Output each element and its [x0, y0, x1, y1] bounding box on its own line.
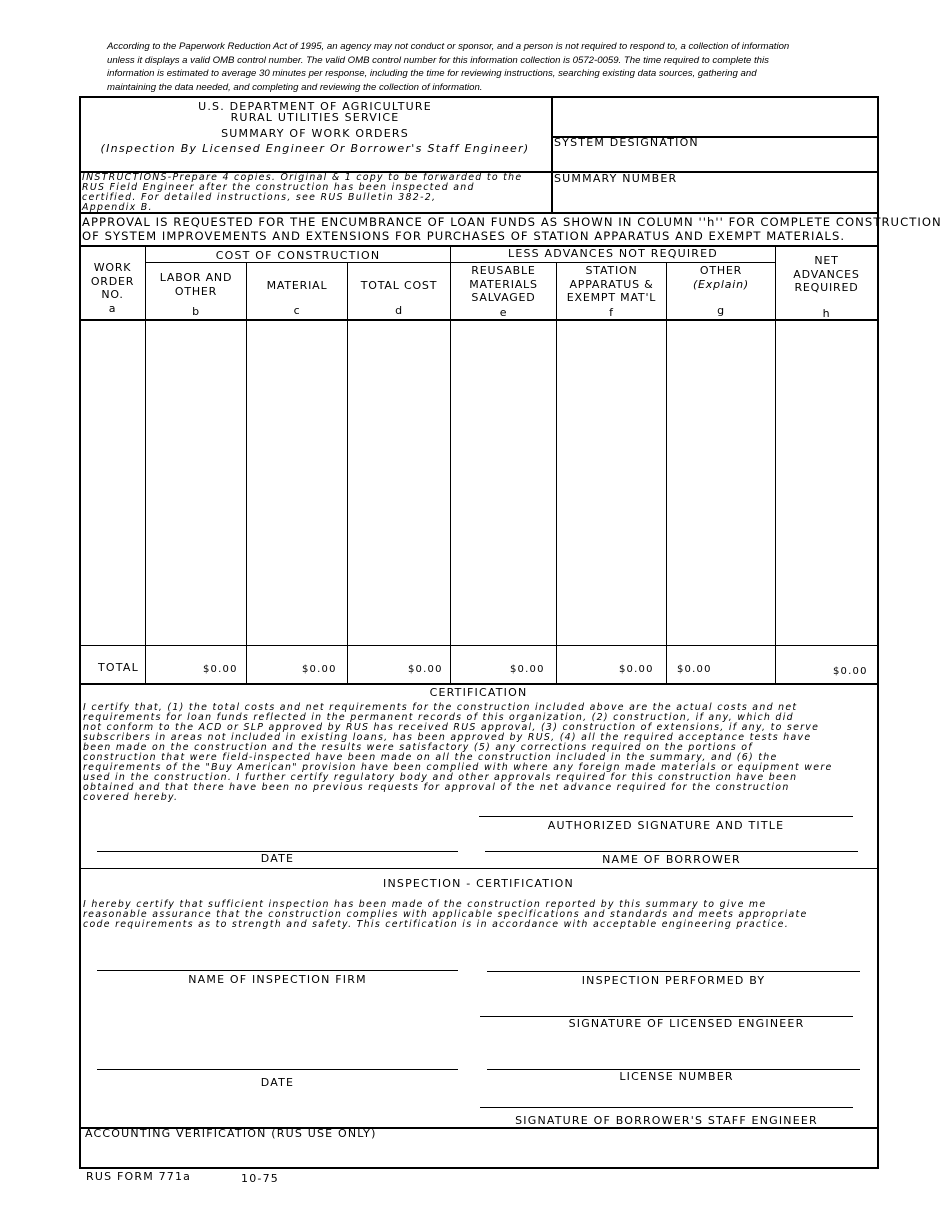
total-station-apparatus: $0.00: [619, 664, 654, 675]
col-heading-line: APPARATUS &: [569, 277, 654, 291]
certification-date-label: DATE: [260, 852, 295, 865]
col-heading-line: LABOR AND: [159, 271, 233, 284]
col-b-heading: [146, 271, 246, 298]
certification-title: CERTIFICATION: [429, 686, 528, 699]
total-other: $0.00: [677, 664, 712, 675]
summary-number-field[interactable]: [554, 172, 874, 210]
form-date: 10-75: [241, 1172, 279, 1185]
col-heading-line: MATERIALS: [469, 277, 538, 291]
notice-line: information is estimated to average 30 minutes per response, including the time for reviewing instructions, searching existing data sources, gathering and: [107, 68, 757, 79]
col-e-heading: [451, 264, 556, 305]
col-heading-line: WORK: [93, 261, 132, 274]
inspection-line: I hereby certify that sufficient inspection has been made of the construction reported by this summary to give me: [83, 899, 767, 910]
col-d-heading: [348, 279, 450, 293]
col-heading-line: MATERIAL: [266, 279, 328, 292]
col-heading-line: ORDER: [90, 274, 135, 288]
staff-engineer-signature-line[interactable]: [480, 1107, 853, 1108]
paperwork-notice: [107, 40, 827, 94]
total-rule: [79, 645, 879, 646]
inspection-date-label: DATE: [260, 1076, 295, 1089]
col-b-letter: b: [192, 305, 200, 318]
col-heading-line: ADVANCES: [793, 267, 860, 281]
certification-line: obtained and that there have been no previous requests for approval of the net advance required for the construction: [83, 782, 790, 793]
col-f-heading: [557, 264, 666, 305]
approval-line: APPROVAL IS REQUESTED FOR THE ENCUMBRANCE OF LOAN FUNDS AS SHOWN IN COLUMN ''h'' FOR COMPLETE CONSTRUCTION: [82, 215, 942, 229]
col-e-letter: e: [499, 306, 508, 319]
section-rule: [79, 868, 879, 869]
authorized-signature-line[interactable]: [479, 816, 853, 817]
frame-bottom: [79, 1167, 879, 1169]
inspection-line: code requirements as to strength and safety. This certification is in accordance with acceptable engineering practice.: [83, 919, 790, 930]
instructions-line: INSTRUCTIONS-Prepare 4 copies. Original & 1 copy to be forwarded to the: [82, 172, 523, 183]
total-labor-other: $0.00: [203, 664, 238, 675]
col-heading-line: NO.: [101, 288, 124, 301]
col-g-heading: [667, 264, 775, 291]
col-h-heading: [776, 254, 877, 295]
certification-line: not conform to the ACD or SLP approved by RUS has received RUS approval, (3) construction of extensions, if any, to serve: [83, 722, 820, 733]
less-advances-heading: LESS ADVANCES NOT REQUIRED: [508, 247, 718, 260]
col-a-heading: [80, 261, 145, 315]
system-designation-field[interactable]: [554, 135, 874, 172]
licensed-engineer-signature-label: SIGNATURE OF LICENSED ENGINEER: [568, 1017, 805, 1030]
cost-of-construction-heading: COST OF CONSTRUCTION: [215, 249, 381, 262]
frame-top: [79, 96, 879, 98]
certification-text: [83, 703, 875, 803]
col-g-letter: g: [717, 304, 725, 317]
certification-line: used in the construction. I further certify regulatory body and other approvals required for this construction have been: [83, 772, 798, 783]
col-heading-line: NET: [814, 254, 839, 267]
total-reusable: $0.00: [510, 664, 545, 675]
col-heading-line: REQUIRED: [794, 281, 859, 294]
col-heading-line: STATION: [585, 264, 638, 277]
approval-line: OF SYSTEM IMPROVEMENTS AND EXTENSIONS FOR PURCHASES OF STATION APPARATUS AND EXEMPT MATERIALS.: [82, 228, 846, 243]
inspection-line: reasonable assurance that the construction complies with applicable specifications and standards and meets appropriate: [83, 909, 808, 920]
notice-line: According to the Paperwork Reduction Act of 1995, an agency may not conduct or sponsor, and a person is not required to respond to, a collection of information: [107, 41, 790, 52]
col-h-letter: h: [822, 307, 831, 320]
col-f-letter: f: [609, 306, 614, 319]
certification-line: construction that were field-inspected have been made on all the construction included in the summary, and (6) the: [83, 752, 778, 763]
total-material: $0.00: [302, 664, 337, 675]
col-heading-line: REUSABLE: [471, 264, 536, 277]
work-order-entry-area[interactable]: [81, 321, 876, 644]
col-heading-line: EXEMPT MAT'L: [566, 291, 657, 304]
certification-line: covered hereby.: [83, 792, 179, 803]
accounting-verification-label: ACCOUNTING VERIFICATION (RUS USE ONLY): [85, 1127, 377, 1140]
authorized-signature-label: AUTHORIZED SIGNATURE AND TITLE: [547, 819, 785, 832]
instructions-line: RUS Field Engineer after the construction has been inspected and: [82, 182, 475, 193]
col-heading-line: OTHER: [699, 264, 743, 277]
license-number-label: LICENSE NUMBER: [619, 1070, 734, 1083]
form-title: SUMMARY OF WORK ORDERS: [221, 127, 409, 140]
col-c-letter: c: [293, 304, 301, 317]
col-heading-line: SALVAGED: [471, 291, 536, 304]
certification-line: been made on the construction and the results were satisfactory (5) any corrections required on the portions of: [83, 742, 753, 753]
instructions-line: certified. For detailed instructions, see RUS Bulletin 382-2,: [82, 192, 437, 203]
col-heading-line: OTHER: [174, 284, 218, 298]
total-net-advances: $0.00: [833, 666, 868, 677]
inspection-firm-line[interactable]: [97, 970, 458, 971]
inspection-date-line[interactable]: [97, 1069, 458, 1070]
frame-right: [877, 96, 879, 1168]
inspection-performed-by-label: INSPECTION PERFORMED BY: [581, 974, 766, 987]
department-name: U.S. DEPARTMENT OF AGRICULTURE: [198, 100, 432, 113]
certification-line: I certify that, (1) the total costs and net requirements for the construction included above are the actual costs and net: [83, 702, 798, 713]
col-heading-line: (Explain): [692, 277, 750, 291]
inspection-performed-by-line[interactable]: [487, 971, 860, 972]
form-number: RUS FORM 771a: [86, 1170, 192, 1183]
notice-line: unless it displays a valid OMB control number. The valid OMB control number for this information collection is 0572-0059. The time required to complete this: [107, 54, 769, 66]
system-designation-label: SYSTEM DESIGNATION: [554, 136, 699, 149]
agency-name: RURAL UTILITIES SERVICE: [230, 111, 400, 124]
approval-request: [82, 215, 942, 243]
form-subtitle: (Inspection By Licensed Engineer Or Borrower's Staff Engineer): [100, 142, 530, 155]
instructions-line: Appendix B.: [82, 202, 153, 213]
summary-number-label: SUMMARY NUMBER: [554, 172, 678, 185]
accounting-verification-field[interactable]: [85, 1127, 875, 1165]
total-label: TOTAL: [98, 661, 139, 674]
group-rule: [145, 262, 775, 263]
table-bottom-rule: [79, 683, 879, 685]
certification-line: requirements of the "Buy American" provision have been complied with where any foreign made materials or equipment were: [83, 762, 833, 773]
col-letter: a: [108, 301, 117, 315]
name-of-borrower-label: NAME OF BORROWER: [602, 853, 741, 866]
inspection-firm-label: NAME OF INSPECTION FIRM: [188, 973, 367, 986]
instructions: [82, 173, 552, 213]
col-c-heading: [247, 279, 347, 293]
notice-line: maintaining the data needed, and completing and reviewing the collection of information.: [107, 81, 483, 93]
name-of-borrower-line[interactable]: [485, 851, 858, 852]
inspection-text: [83, 900, 875, 930]
inspection-title: INSPECTION - CERTIFICATION: [383, 877, 574, 890]
certification-line: requirements for loan funds reflected in the permanent records of this organization, (2) construction, if any, which did: [83, 712, 794, 723]
staff-engineer-signature-label: SIGNATURE OF BORROWER'S STAFF ENGINEER: [515, 1114, 818, 1127]
col-heading-line: TOTAL COST: [360, 279, 438, 292]
total-cost: $0.00: [408, 664, 443, 675]
certification-line: subscribers in areas not included in existing loans, has been approved by RUS, (4) all the required acceptance tests have: [83, 732, 812, 743]
col-d-letter: d: [395, 304, 403, 317]
